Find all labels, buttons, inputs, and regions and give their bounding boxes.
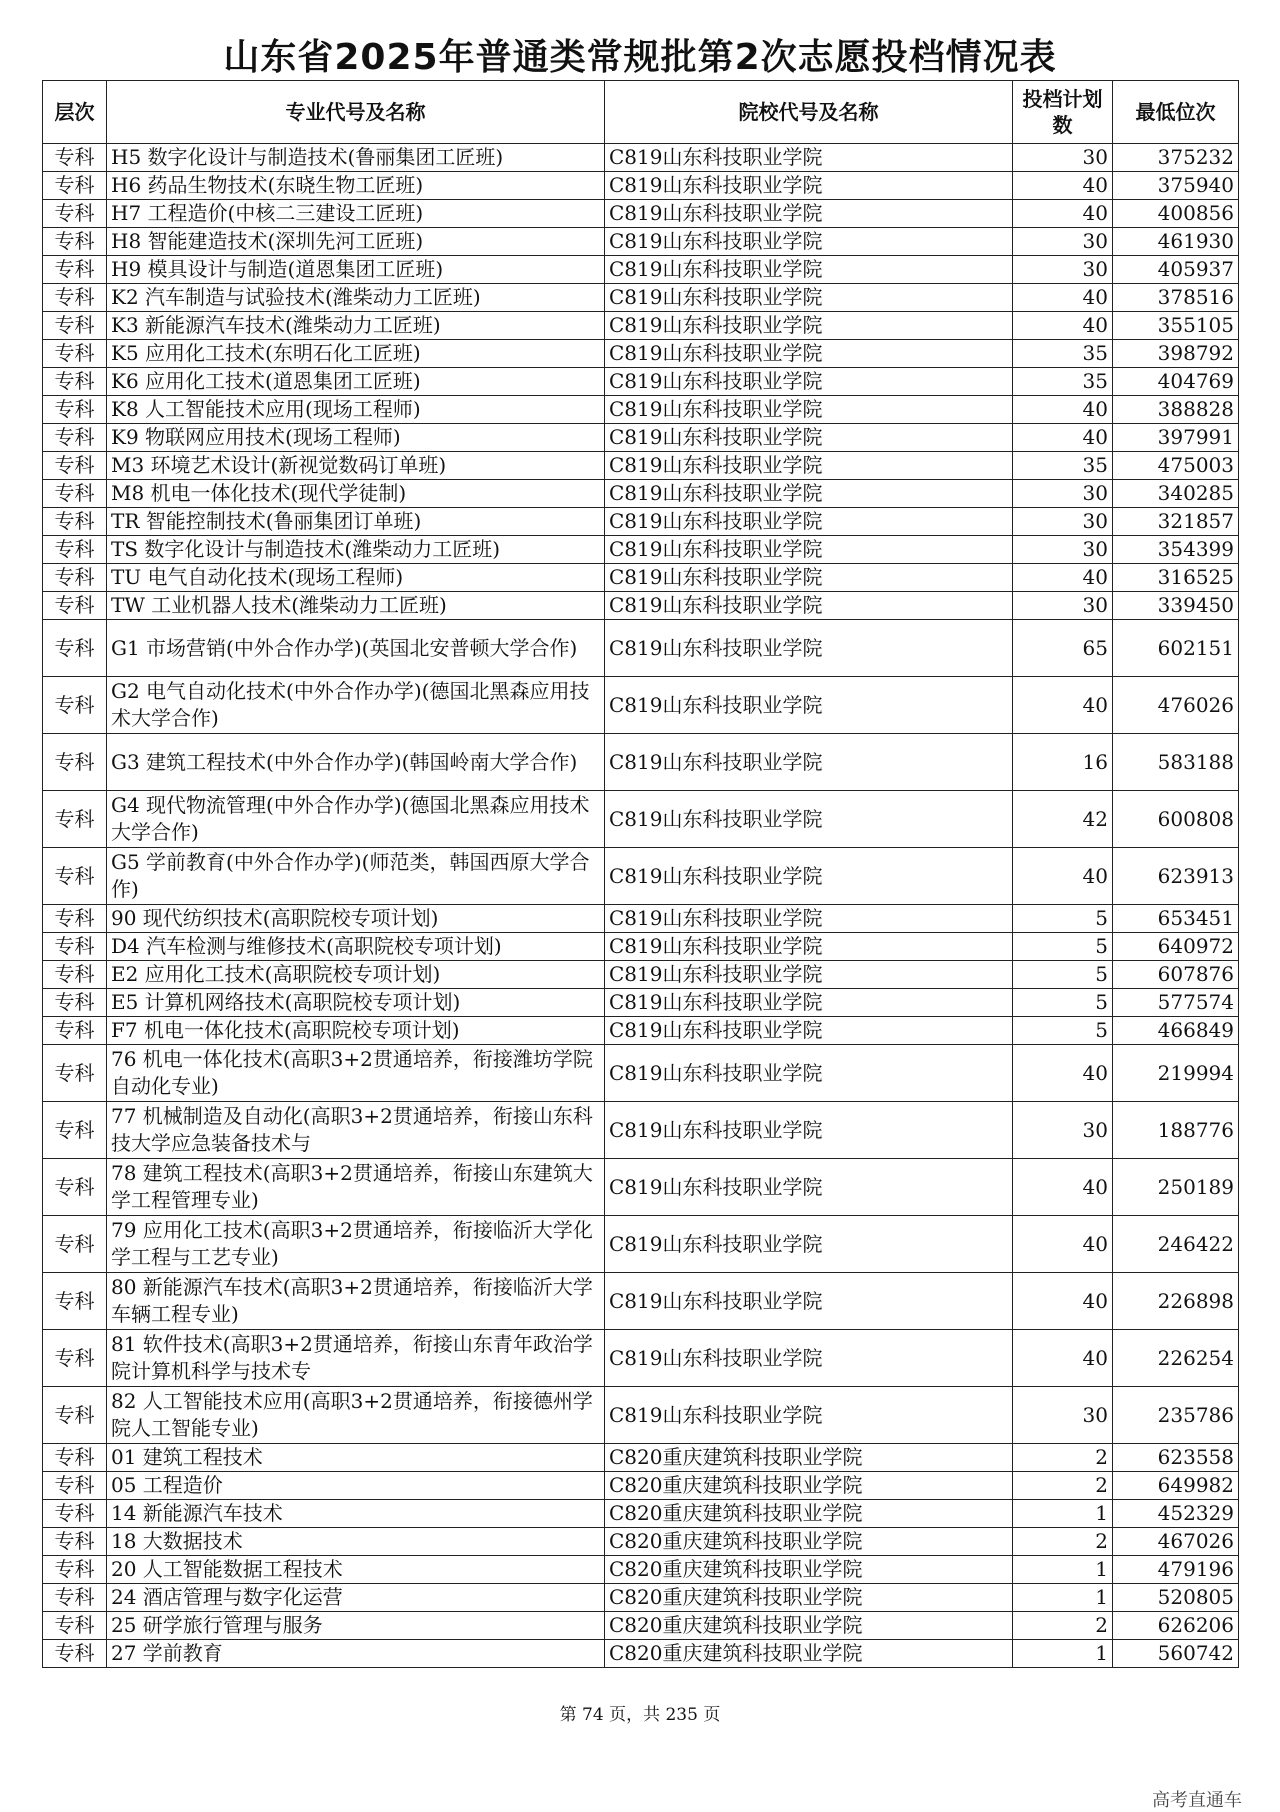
cell-plan: 40 (1013, 396, 1113, 424)
cell-rank: 452329 (1113, 1500, 1239, 1528)
cell-rank: 623558 (1113, 1444, 1239, 1472)
cell-school: C819山东科技职业学院 (605, 1216, 1013, 1273)
cell-plan: 5 (1013, 989, 1113, 1017)
cell-major: H9 模具设计与制造(道恩集团工匠班) (107, 256, 605, 284)
cell-level: 专科 (43, 1444, 107, 1472)
cell-plan: 40 (1013, 1216, 1113, 1273)
cell-plan: 30 (1013, 508, 1113, 536)
cell-major: TU 电气自动化技术(现场工程师) (107, 564, 605, 592)
cell-plan: 40 (1013, 424, 1113, 452)
cell-major: F7 机电一体化技术(高职院校专项计划) (107, 1017, 605, 1045)
cell-plan: 30 (1013, 592, 1113, 620)
cell-plan: 5 (1013, 905, 1113, 933)
cell-school: C819山东科技职业学院 (605, 1045, 1013, 1102)
cell-level: 专科 (43, 480, 107, 508)
cell-school: C819山东科技职业学院 (605, 592, 1013, 620)
table-row (43, 536, 1239, 564)
table-row (43, 1612, 1239, 1640)
cell-level: 专科 (43, 1045, 107, 1102)
cell-rank: 404769 (1113, 368, 1239, 396)
cell-plan: 40 (1013, 172, 1113, 200)
page-footer: 第 74 页，共 235 页 (559, 1705, 721, 1725)
cell-rank: 600808 (1113, 791, 1239, 848)
cell-plan: 2 (1013, 1444, 1113, 1472)
table-row (43, 396, 1239, 424)
table-row (43, 1640, 1239, 1668)
cell-rank: 461930 (1113, 228, 1239, 256)
cell-rank: 520805 (1113, 1584, 1239, 1612)
table-row (43, 961, 1239, 989)
cell-level: 专科 (43, 1640, 107, 1668)
cell-level: 专科 (43, 1528, 107, 1556)
table-row (43, 340, 1239, 368)
cell-rank: 397991 (1113, 424, 1239, 452)
cell-plan: 35 (1013, 452, 1113, 480)
table-row (43, 368, 1239, 396)
table-row (43, 933, 1239, 961)
cell-plan: 2 (1013, 1612, 1113, 1640)
cell-school: C819山东科技职业学院 (605, 172, 1013, 200)
cell-plan: 1 (1013, 1584, 1113, 1612)
cell-plan: 30 (1013, 536, 1113, 564)
cell-rank: 339450 (1113, 592, 1239, 620)
cell-school: C819山东科技职业学院 (605, 1273, 1013, 1330)
table-row (43, 228, 1239, 256)
cell-level: 专科 (43, 1216, 107, 1273)
cell-plan: 30 (1013, 1102, 1113, 1159)
cell-school: C819山东科技职业学院 (605, 564, 1013, 592)
table-row (43, 452, 1239, 480)
cell-plan: 1 (1013, 1640, 1113, 1668)
table-row (43, 1444, 1239, 1472)
cell-rank: 405937 (1113, 256, 1239, 284)
table-row (43, 1556, 1239, 1584)
cell-plan: 40 (1013, 1330, 1113, 1387)
cell-rank: 250189 (1113, 1159, 1239, 1216)
cell-rank: 188776 (1113, 1102, 1239, 1159)
cell-major: 78 建筑工程技术(高职3+2贯通培养，衔接山东建筑大学工程管理专业) (107, 1159, 605, 1216)
table-row (43, 508, 1239, 536)
cell-major: K3 新能源汽车技术(潍柴动力工匠班) (107, 312, 605, 340)
cell-rank: 623913 (1113, 848, 1239, 905)
cell-plan: 30 (1013, 144, 1113, 172)
cell-level: 专科 (43, 1472, 107, 1500)
cell-level: 专科 (43, 340, 107, 368)
cell-rank: 467026 (1113, 1528, 1239, 1556)
cell-major: 27 学前教育 (107, 1640, 605, 1668)
table-row (43, 1500, 1239, 1528)
cell-rank: 321857 (1113, 508, 1239, 536)
cell-plan: 40 (1013, 677, 1113, 734)
cell-school: C819山东科技职业学院 (605, 933, 1013, 961)
cell-major: TW 工业机器人技术(潍柴动力工匠班) (107, 592, 605, 620)
cell-major: TS 数字化设计与制造技术(潍柴动力工匠班) (107, 536, 605, 564)
cell-level: 专科 (43, 536, 107, 564)
cell-school: C819山东科技职业学院 (605, 961, 1013, 989)
cell-major: E5 计算机网络技术(高职院校专项计划) (107, 989, 605, 1017)
cell-level: 专科 (43, 368, 107, 396)
cell-level: 专科 (43, 172, 107, 200)
cell-rank: 476026 (1113, 677, 1239, 734)
cell-rank: 226254 (1113, 1330, 1239, 1387)
cell-major: K5 应用化工技术(东明石化工匠班) (107, 340, 605, 368)
table-row (43, 1102, 1239, 1159)
cell-major: 77 机械制造及自动化(高职3+2贯通培养，衔接山东科技大学应急装备技术与 (107, 1102, 605, 1159)
cell-major: TR 智能控制技术(鲁丽集团订单班) (107, 508, 605, 536)
cell-level: 专科 (43, 1500, 107, 1528)
cell-rank: 226898 (1113, 1273, 1239, 1330)
table-row (43, 424, 1239, 452)
cell-rank: 375940 (1113, 172, 1239, 200)
cell-rank: 583188 (1113, 734, 1239, 791)
cell-level: 专科 (43, 144, 107, 172)
cell-school: C820重庆建筑科技职业学院 (605, 1500, 1013, 1528)
cell-level: 专科 (43, 677, 107, 734)
table-row (43, 1017, 1239, 1045)
cell-plan: 35 (1013, 368, 1113, 396)
cell-major: H8 智能建造技术(深圳先河工匠班) (107, 228, 605, 256)
cell-plan: 1 (1013, 1500, 1113, 1528)
cell-school: C819山东科技职业学院 (605, 1330, 1013, 1387)
cell-rank: 626206 (1113, 1612, 1239, 1640)
cell-plan: 30 (1013, 256, 1113, 284)
cell-school: C819山东科技职业学院 (605, 677, 1013, 734)
table-row (43, 1528, 1239, 1556)
table-row (43, 144, 1239, 172)
cell-plan: 2 (1013, 1528, 1113, 1556)
cell-major: K2 汽车制造与试验技术(潍柴动力工匠班) (107, 284, 605, 312)
cell-major: 79 应用化工技术(高职3+2贯通培养，衔接临沂大学化学工程与工艺专业) (107, 1216, 605, 1273)
cell-rank: 340285 (1113, 480, 1239, 508)
cell-level: 专科 (43, 1159, 107, 1216)
cell-major: D4 汽车检测与维修技术(高职院校专项计划) (107, 933, 605, 961)
cell-plan: 2 (1013, 1472, 1113, 1500)
cell-school: C819山东科技职业学院 (605, 200, 1013, 228)
cell-rank: 475003 (1113, 452, 1239, 480)
cell-rank: 398792 (1113, 340, 1239, 368)
cell-rank: 466849 (1113, 1017, 1239, 1045)
cell-level: 专科 (43, 424, 107, 452)
cell-major: G1 市场营销(中外合作办学)(英国北安普顿大学合作) (107, 620, 605, 677)
table-header-row (43, 81, 1239, 144)
cell-major: 90 现代纺织技术(高职院校专项计划) (107, 905, 605, 933)
cell-major: G2 电气自动化技术(中外合作办学)(德国北黑森应用技术大学合作) (107, 677, 605, 734)
cell-plan: 40 (1013, 1045, 1113, 1102)
table-row (43, 480, 1239, 508)
cell-rank: 235786 (1113, 1387, 1239, 1444)
cell-rank: 602151 (1113, 620, 1239, 677)
cell-rank: 354399 (1113, 536, 1239, 564)
header-school: 院校代号及名称 (605, 81, 1013, 144)
cell-school: C820重庆建筑科技职业学院 (605, 1584, 1013, 1612)
cell-major: G5 学前教育(中外合作办学)(师范类，韩国西原大学合作) (107, 848, 605, 905)
cell-major: K8 人工智能技术应用(现场工程师) (107, 396, 605, 424)
cell-school: C820重庆建筑科技职业学院 (605, 1556, 1013, 1584)
cell-school: C819山东科技职业学院 (605, 312, 1013, 340)
cell-rank: 560742 (1113, 1640, 1239, 1668)
cell-level: 专科 (43, 452, 107, 480)
page-title: 山东省2025年普通类常规批第2次志愿投档情况表 (223, 37, 1057, 78)
cell-major: 82 人工智能技术应用(高职3+2贯通培养，衔接德州学院人工智能专业) (107, 1387, 605, 1444)
cell-plan: 30 (1013, 1387, 1113, 1444)
cell-level: 专科 (43, 1387, 107, 1444)
table-row (43, 791, 1239, 848)
cell-level: 专科 (43, 961, 107, 989)
cell-plan: 40 (1013, 564, 1113, 592)
table-row (43, 1387, 1239, 1444)
cell-school: C819山东科技职业学院 (605, 791, 1013, 848)
cell-school: C819山东科技职业学院 (605, 284, 1013, 312)
table-row (43, 848, 1239, 905)
cell-rank: 316525 (1113, 564, 1239, 592)
cell-school: C820重庆建筑科技职业学院 (605, 1444, 1013, 1472)
table-row (43, 312, 1239, 340)
watermark: 高考直通车 (1152, 1790, 1242, 1811)
cell-school: C819山东科技职业学院 (605, 734, 1013, 791)
table-row (43, 592, 1239, 620)
table-row (43, 677, 1239, 734)
cell-rank: 607876 (1113, 961, 1239, 989)
table-row (43, 1584, 1239, 1612)
cell-major: 14 新能源汽车技术 (107, 1500, 605, 1528)
cell-major: 05 工程造价 (107, 1472, 605, 1500)
cell-level: 专科 (43, 848, 107, 905)
cell-plan: 35 (1013, 340, 1113, 368)
cell-major: H6 药品生物技术(东晓生物工匠班) (107, 172, 605, 200)
cell-major: H5 数字化设计与制造技术(鲁丽集团工匠班) (107, 144, 605, 172)
cell-major: 01 建筑工程技术 (107, 1444, 605, 1472)
cell-rank: 375232 (1113, 144, 1239, 172)
cell-plan: 1 (1013, 1556, 1113, 1584)
cell-level: 专科 (43, 564, 107, 592)
cell-level: 专科 (43, 396, 107, 424)
cell-plan: 40 (1013, 1159, 1113, 1216)
cell-plan: 65 (1013, 620, 1113, 677)
cell-level: 专科 (43, 1102, 107, 1159)
cell-plan: 40 (1013, 284, 1113, 312)
cell-plan: 42 (1013, 791, 1113, 848)
cell-level: 专科 (43, 1330, 107, 1387)
header-level: 层次 (43, 81, 107, 144)
cell-school: C819山东科技职业学院 (605, 256, 1013, 284)
cell-major: 76 机电一体化技术(高职3+2贯通培养，衔接潍坊学院自动化专业) (107, 1045, 605, 1102)
cell-plan: 40 (1013, 1273, 1113, 1330)
header-major: 专业代号及名称 (107, 81, 605, 144)
cell-level: 专科 (43, 1556, 107, 1584)
table-row (43, 564, 1239, 592)
table-row (43, 1273, 1239, 1330)
cell-school: C819山东科技职业学院 (605, 1159, 1013, 1216)
table-row (43, 620, 1239, 677)
cell-school: C819山东科技职业学院 (605, 536, 1013, 564)
cell-rank: 219994 (1113, 1045, 1239, 1102)
cell-major: 18 大数据技术 (107, 1528, 605, 1556)
table-row (43, 1159, 1239, 1216)
cell-rank: 653451 (1113, 905, 1239, 933)
cell-plan: 5 (1013, 1017, 1113, 1045)
cell-school: C820重庆建筑科技职业学院 (605, 1472, 1013, 1500)
cell-major: K9 物联网应用技术(现场工程师) (107, 424, 605, 452)
cell-major: 20 人工智能数据工程技术 (107, 1556, 605, 1584)
table-row (43, 1216, 1239, 1273)
admission-table (42, 80, 1239, 1668)
cell-plan: 30 (1013, 228, 1113, 256)
cell-rank: 649982 (1113, 1472, 1239, 1500)
cell-school: C820重庆建筑科技职业学院 (605, 1612, 1013, 1640)
cell-major: 25 研学旅行管理与服务 (107, 1612, 605, 1640)
cell-level: 专科 (43, 508, 107, 536)
table-row (43, 284, 1239, 312)
cell-school: C819山东科技职业学院 (605, 989, 1013, 1017)
cell-level: 专科 (43, 1017, 107, 1045)
table-row (43, 905, 1239, 933)
cell-school: C819山东科技职业学院 (605, 228, 1013, 256)
table-row (43, 989, 1239, 1017)
cell-school: C819山东科技职业学院 (605, 480, 1013, 508)
cell-rank: 479196 (1113, 1556, 1239, 1584)
cell-level: 专科 (43, 905, 107, 933)
cell-plan: 40 (1013, 200, 1113, 228)
cell-rank: 378516 (1113, 284, 1239, 312)
header-plan: 投档计划数 (1013, 81, 1113, 144)
cell-rank: 388828 (1113, 396, 1239, 424)
table-row (43, 256, 1239, 284)
cell-major: M8 机电一体化技术(现代学徒制) (107, 480, 605, 508)
header-rank: 最低位次 (1113, 81, 1239, 144)
table-row (43, 734, 1239, 791)
cell-major: K6 应用化工技术(道恩集团工匠班) (107, 368, 605, 396)
cell-plan: 40 (1013, 312, 1113, 340)
cell-rank: 355105 (1113, 312, 1239, 340)
cell-level: 专科 (43, 620, 107, 677)
cell-level: 专科 (43, 256, 107, 284)
cell-rank: 246422 (1113, 1216, 1239, 1273)
cell-level: 专科 (43, 312, 107, 340)
cell-school: C819山东科技职业学院 (605, 396, 1013, 424)
cell-plan: 40 (1013, 848, 1113, 905)
cell-major: M3 环境艺术设计(新视觉数码订单班) (107, 452, 605, 480)
cell-level: 专科 (43, 791, 107, 848)
cell-rank: 400856 (1113, 200, 1239, 228)
cell-school: C819山东科技职业学院 (605, 508, 1013, 536)
cell-school: C820重庆建筑科技职业学院 (605, 1640, 1013, 1668)
cell-school: C819山东科技职业学院 (605, 424, 1013, 452)
cell-level: 专科 (43, 989, 107, 1017)
cell-school: C819山东科技职业学院 (605, 368, 1013, 396)
cell-school: C819山东科技职业学院 (605, 905, 1013, 933)
cell-school: C820重庆建筑科技职业学院 (605, 1528, 1013, 1556)
cell-school: C819山东科技职业学院 (605, 452, 1013, 480)
cell-plan: 5 (1013, 933, 1113, 961)
cell-school: C819山东科技职业学院 (605, 340, 1013, 368)
cell-level: 专科 (43, 933, 107, 961)
cell-rank: 640972 (1113, 933, 1239, 961)
table-row (43, 172, 1239, 200)
cell-school: C819山东科技职业学院 (605, 144, 1013, 172)
cell-level: 专科 (43, 734, 107, 791)
cell-major: G4 现代物流管理(中外合作办学)(德国北黑森应用技术大学合作) (107, 791, 605, 848)
cell-major: E2 应用化工技术(高职院校专项计划) (107, 961, 605, 989)
cell-plan: 16 (1013, 734, 1113, 791)
cell-school: C819山东科技职业学院 (605, 848, 1013, 905)
cell-level: 专科 (43, 284, 107, 312)
table-row (43, 1472, 1239, 1500)
cell-school: C819山东科技职业学院 (605, 1387, 1013, 1444)
cell-level: 专科 (43, 200, 107, 228)
cell-school: C819山东科技职业学院 (605, 620, 1013, 677)
cell-major: G3 建筑工程技术(中外合作办学)(韩国岭南大学合作) (107, 734, 605, 791)
cell-level: 专科 (43, 1584, 107, 1612)
table-body (43, 144, 1239, 1668)
cell-level: 专科 (43, 1273, 107, 1330)
cell-major: 24 酒店管理与数字化运营 (107, 1584, 605, 1612)
cell-school: C819山东科技职业学院 (605, 1017, 1013, 1045)
cell-plan: 30 (1013, 480, 1113, 508)
table-row (43, 1330, 1239, 1387)
cell-rank: 577574 (1113, 989, 1239, 1017)
table-row (43, 200, 1239, 228)
cell-major: H7 工程造价(中核二三建设工匠班) (107, 200, 605, 228)
cell-major: 81 软件技术(高职3+2贯通培养，衔接山东青年政治学院计算机科学与技术专 (107, 1330, 605, 1387)
cell-school: C819山东科技职业学院 (605, 1102, 1013, 1159)
table-row (43, 1045, 1239, 1102)
cell-level: 专科 (43, 1612, 107, 1640)
cell-level: 专科 (43, 592, 107, 620)
cell-major: 80 新能源汽车技术(高职3+2贯通培养，衔接临沂大学车辆工程专业) (107, 1273, 605, 1330)
cell-plan: 5 (1013, 961, 1113, 989)
cell-level: 专科 (43, 228, 107, 256)
